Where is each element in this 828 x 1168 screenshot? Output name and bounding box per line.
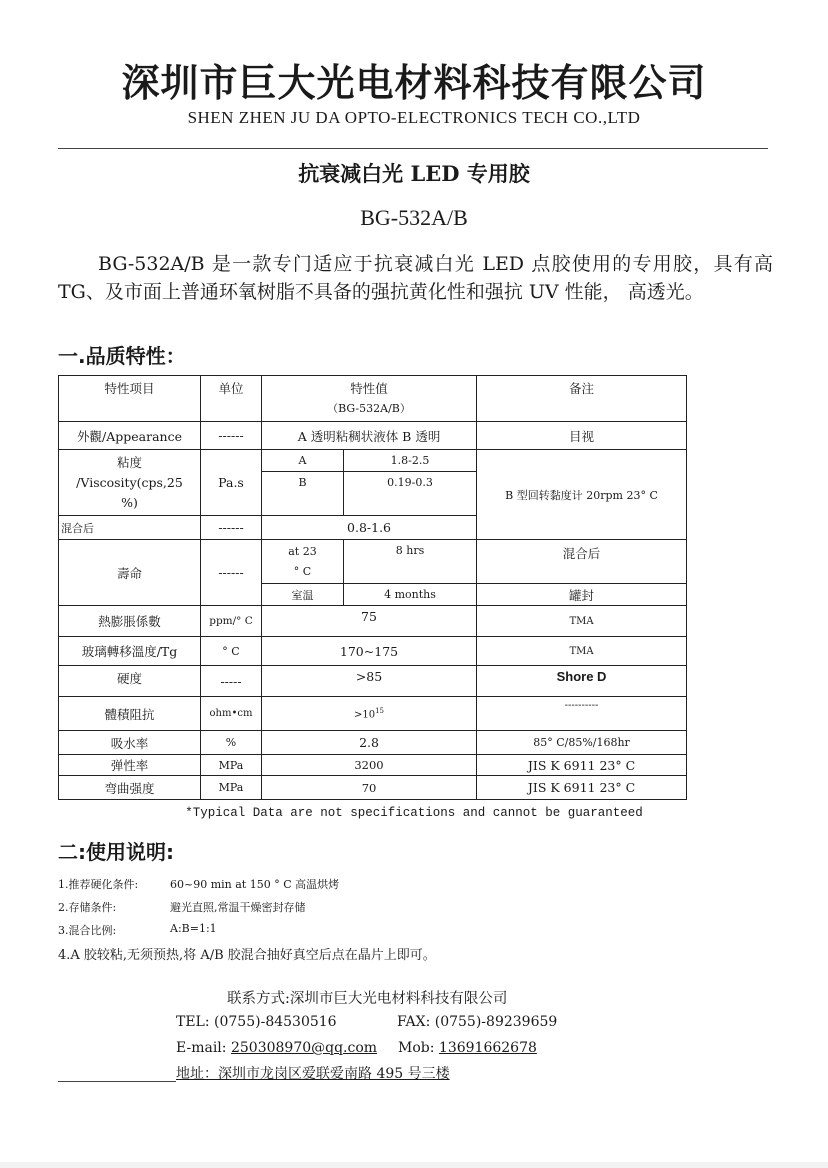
- product-title: 抗衰减白光 LED 专用胶: [298, 161, 530, 186]
- cell-unit: ohm•cm: [201, 697, 262, 731]
- cell-value: 70: [262, 776, 477, 800]
- fax-label: FAX:: [397, 1014, 431, 1030]
- cell-value: 1.8-2.5: [344, 450, 477, 472]
- header-value-sub: （BG-532A/B）: [327, 402, 411, 415]
- cell-unit: MPa: [201, 776, 262, 800]
- cell-item: 熱膨脹係數: [59, 606, 201, 637]
- cell-item: 體積阻抗: [59, 697, 201, 731]
- contact-fax: [397, 1014, 557, 1030]
- cell-value: 2.8: [262, 731, 477, 755]
- cell-remark: 罐封: [477, 584, 687, 606]
- page-footer-bar: [0, 1162, 828, 1168]
- cell-value: 0.8-1.6: [262, 516, 477, 540]
- header-value-label: 特性值: [350, 381, 388, 396]
- email-label: E-mail:: [176, 1040, 227, 1056]
- tel-value: (0755)-84530516: [214, 1014, 337, 1030]
- company-name-en: SHEN ZHEN JU DA OPTO-ELECTRONICS TECH CO.,LTD: [187, 108, 641, 127]
- cell-unit: -----: [201, 666, 262, 697]
- cell-unit: ------: [201, 516, 262, 540]
- cell-remark: JIS K 6911 23° C: [477, 755, 687, 776]
- cell-sub-label: A: [262, 450, 344, 472]
- cell-item: 外觀/Appearance: [59, 422, 201, 450]
- header-divider: [58, 148, 768, 149]
- bottom-divider: [58, 1081, 176, 1082]
- cell-condition: at 23 ° C: [262, 540, 344, 584]
- cell-item: 壽命: [59, 540, 201, 606]
- contact-mobile: [398, 1040, 537, 1056]
- cell-unit: %: [201, 731, 262, 755]
- usage-item-2: [58, 899, 306, 915]
- usage-value: 60~90 min at 150 ° C 高温烘烤: [170, 878, 340, 891]
- cell-item: 粘度 /Viscosity(cps,25 %): [59, 450, 201, 516]
- mobile-value: 13691662678: [438, 1040, 537, 1056]
- cell-value: 8 hrs: [344, 540, 477, 584]
- header-unit: 单位: [201, 376, 262, 422]
- usage-label: 1.推荐硬化条件:: [58, 878, 139, 891]
- cell-item: 弹性率: [59, 755, 201, 776]
- cell-remark: TMA: [477, 606, 687, 637]
- usage-label: 2.存储条件:: [58, 901, 117, 914]
- cell-item: 硬度: [59, 666, 201, 697]
- fax-value: (0755)-89239659: [434, 1014, 558, 1030]
- contact-address: [176, 1063, 450, 1083]
- contact-email: [176, 1040, 377, 1056]
- table-row: [59, 637, 687, 666]
- table-row: [59, 731, 687, 755]
- cell-condition: 室温: [262, 584, 344, 606]
- cell-item: 混合后: [59, 516, 201, 540]
- usage-value: A:B=1:1: [170, 922, 217, 935]
- contact-tel: [176, 1014, 337, 1030]
- table-row: [59, 776, 687, 800]
- mob-label: Mob:: [398, 1040, 435, 1056]
- cell-unit: ° C: [201, 637, 262, 666]
- table-row: [59, 450, 687, 472]
- section-quality-title: 一.品质特性：: [58, 344, 186, 368]
- cell-unit: Pa.s: [201, 450, 262, 516]
- product-intro: BG-532A/B 是一款专门适应于抗衰减白光 LED 点胶使用的专用胶，具有高 TG、及市面上普通环氧树脂不具备的强抗黄化性和强抗 UV 性能， 高透光。: [58, 253, 773, 303]
- header-remark: 备注: [477, 376, 687, 422]
- header-value: [262, 376, 477, 422]
- cell-remark: TMA: [477, 637, 687, 666]
- cell-value: A 透明粘稠状液体 B 透明: [262, 422, 477, 450]
- cell-unit: ------: [201, 540, 262, 606]
- usage-item-3: [58, 922, 217, 938]
- cell-remark: ----------: [477, 697, 687, 731]
- resistivity-exponent: 15: [375, 706, 385, 715]
- cell-value: 75: [262, 606, 477, 637]
- cell-item: 玻璃轉移溫度/Tg: [59, 637, 201, 666]
- cell-unit: MPa: [201, 755, 262, 776]
- table-header-row: [59, 376, 687, 422]
- section-usage-title: 二:使用说明:: [58, 840, 174, 864]
- contact-title: 联系方式:深圳市巨大光电材料科技有限公司: [227, 991, 508, 1007]
- header-item: 特性项目: [59, 376, 201, 422]
- cell-unit: ------: [201, 422, 262, 450]
- typical-data-note: *Typical Data are not specifications and cannot be guaranteed: [185, 806, 643, 820]
- usage-item-1: [58, 876, 340, 892]
- cell-value: 3200: [262, 755, 477, 776]
- email-link[interactable]: 250308970@qq.com: [230, 1040, 378, 1056]
- cell-value: [262, 697, 477, 731]
- cell-item: 弯曲强度: [59, 776, 201, 800]
- cell-remark: 85° C/85%/168hr: [477, 731, 687, 755]
- product-model: BG-532A/B: [360, 205, 468, 230]
- address-text: 地址：深圳市龙岗区爱联爱南路 495 号三楼: [176, 1066, 450, 1082]
- cell-remark: 混合后: [477, 540, 687, 584]
- cell-value: 0.19-0.3: [344, 472, 477, 516]
- cell-remark: JIS K 6911 23° C: [477, 776, 687, 800]
- table-row: [59, 697, 687, 731]
- cell-remark: 目视: [477, 422, 687, 450]
- table-row: [59, 666, 687, 697]
- cell-unit: ppm/° C: [201, 606, 262, 637]
- table-row: [59, 606, 687, 637]
- usage-label: 3.混合比例:: [58, 924, 117, 937]
- cell-value: 170~175: [262, 637, 477, 666]
- tel-label: TEL:: [176, 1014, 210, 1030]
- cell-value: >85: [262, 666, 477, 697]
- table-row: [59, 540, 687, 584]
- properties-table: [58, 375, 687, 800]
- table-row: [59, 422, 687, 450]
- cell-item: 吸水率: [59, 731, 201, 755]
- table-row: [59, 755, 687, 776]
- cell-value: 4 months: [344, 584, 477, 606]
- resistivity-base: >10: [353, 709, 376, 721]
- usage-value: 避光直照,常温干燥密封存储: [170, 901, 306, 914]
- cell-remark: B 型回转黏度计 20rpm 23° C: [477, 450, 687, 540]
- cell-remark: Shore D: [477, 666, 687, 697]
- usage-item-4: 4.A 胶较粘,无须预热,将 A/B 胶混合抽好真空后点在晶片上即可。: [58, 948, 436, 963]
- company-name-cn: 深圳市巨大光电材料科技有限公司: [121, 61, 707, 105]
- cell-sub-label: B: [262, 472, 344, 516]
